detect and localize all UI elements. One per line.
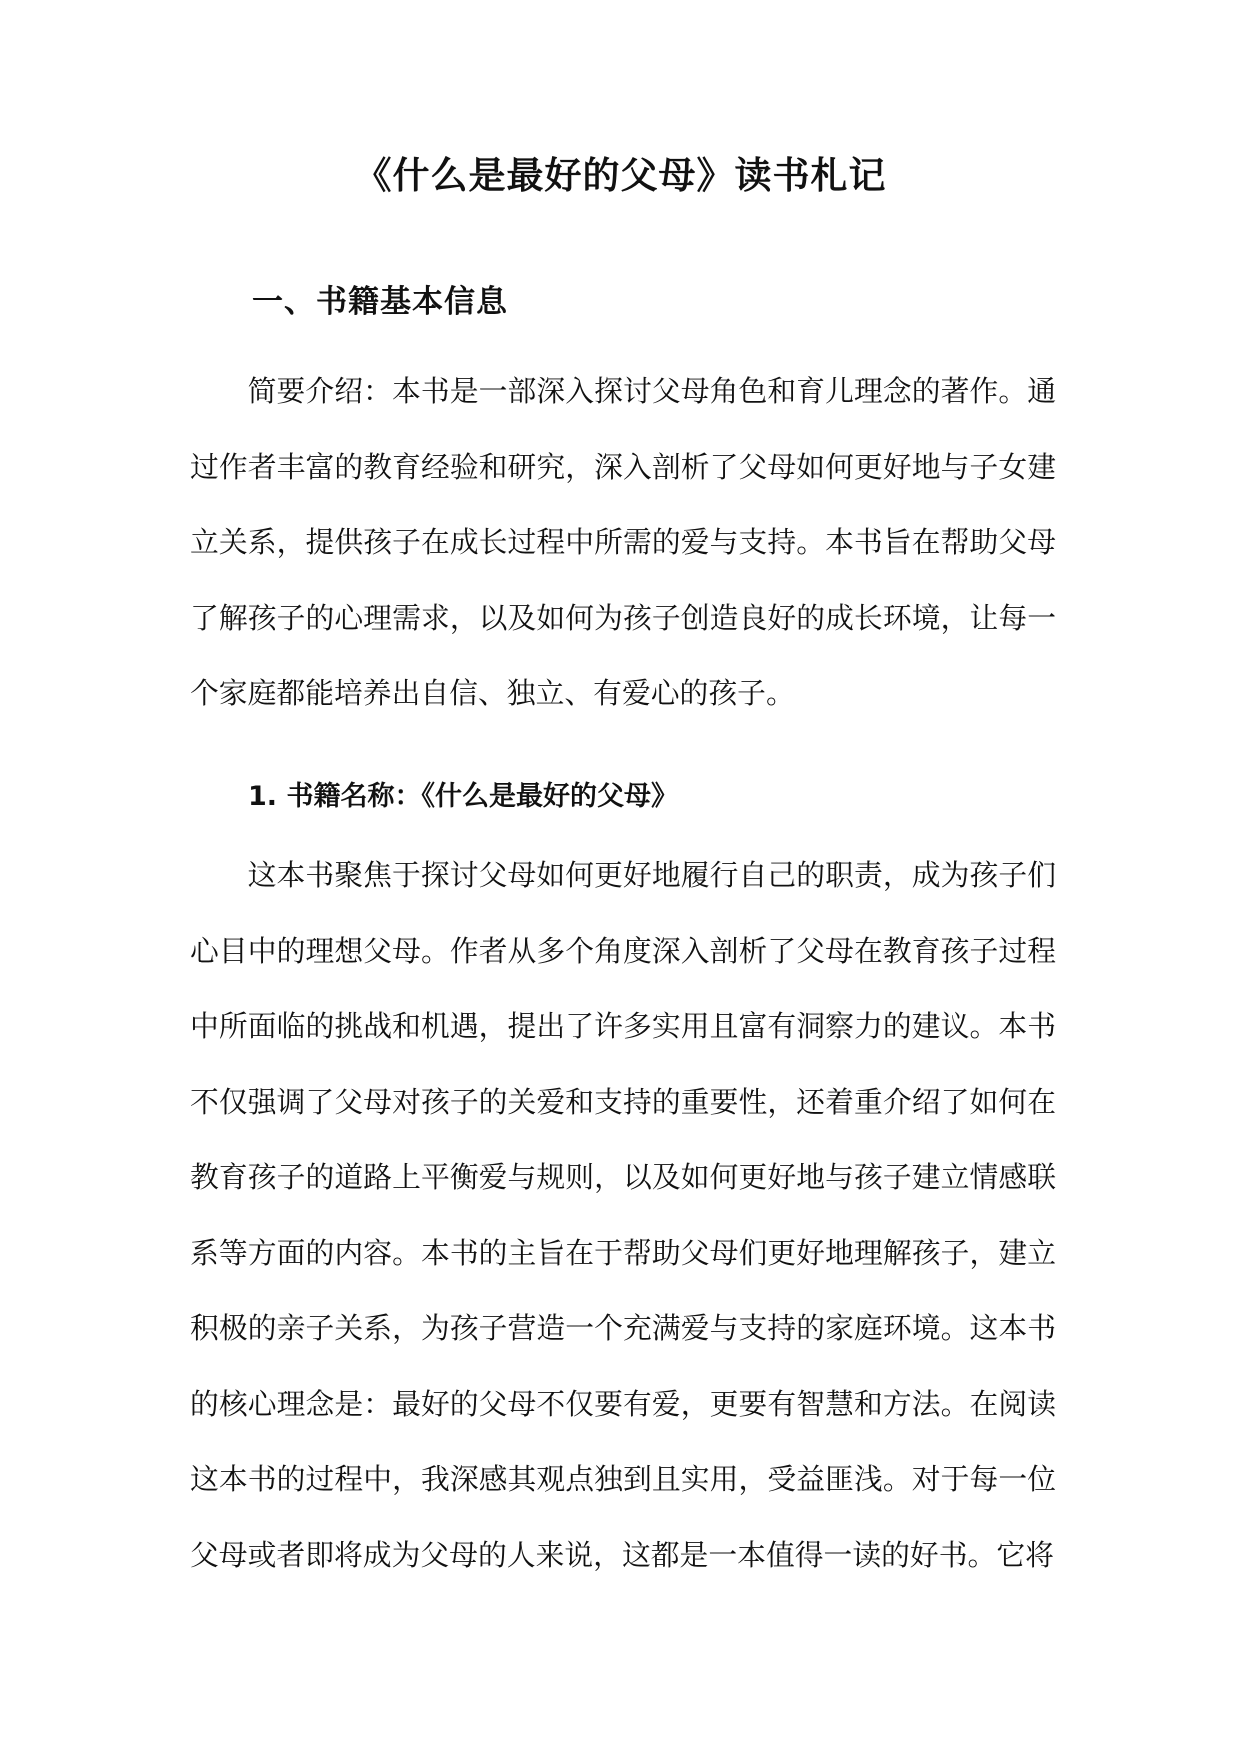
subsection-heading-book-name: 1. 书籍名称：《什么是最好的父母》 [248,781,678,812]
document-title: 《什么是最好的父母》读书札记 [354,154,887,197]
book-summary-paragraph: 这本书聚焦于探讨父母如何更好地履行自己的职责，成为孩子们心目中的理想父母。作者从多个角度深入剖析了父母在教育孩子过程中所面临的挑战和机遇，提出了许多实用且富有洞察力的建议。本书不仅强调了父母对孩子的关爱和支持的重要性，还着重介绍了如何在教育孩子的道路上平衡爱与规则，以及如何更好地与孩子建立情感联系等方面的内容。本书的主旨在于帮助父母们更好地理解孩子，建立积极的亲子关系，为孩子营造一个充满爱与支持的家庭环境。这本书的核心理念是：最好的父母不仅要有爱，更要有智慧和方法。在阅读这本书的过程中，我深感其观点独到且实用，受益匪浅。对于每一位父母或者即将成为父母的人来说，这都是一本值得一读的好书。它将 [190,858,1056,1572]
section-heading-book-info: 一、书籍基本信息 [252,284,508,320]
intro-paragraph: 简要介绍：本书是一部深入探讨父母角色和育儿理念的著作。通过作者丰富的教育经验和研究，深入剖析了父母如何更好地与子女建立关系，提供孩子在成长过程中所需的爱与支持。本书旨在帮助父母了解孩子的心理需求，以及如何为孩子创造良好的成长环境，让每一个家庭都能培养出自信、独立、有爱心的孩子。 [190,374,1056,710]
